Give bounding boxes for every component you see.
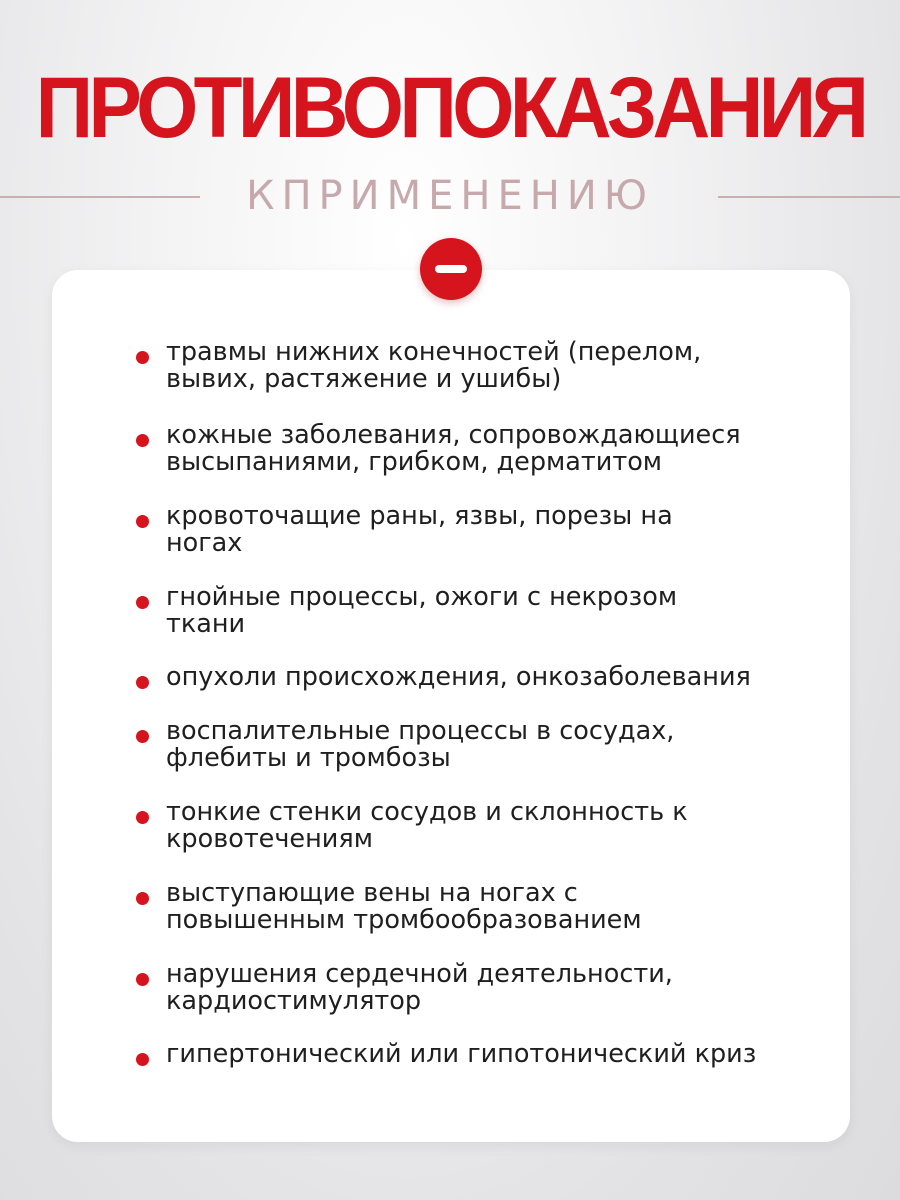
red-dot-icon bbox=[136, 892, 149, 905]
red-dot-icon bbox=[136, 676, 149, 689]
red-dot-icon bbox=[136, 973, 149, 986]
red-dot-icon bbox=[136, 596, 149, 609]
list-item-line: кровотечениям bbox=[166, 824, 373, 854]
list-item-line: выступающие вены на ногах с bbox=[166, 878, 578, 908]
red-dot-icon bbox=[136, 1053, 149, 1066]
list-item-line: кожные заболевания, сопровождающиеся bbox=[166, 420, 741, 450]
list-item-line: ткани bbox=[166, 609, 246, 639]
red-dot-icon bbox=[136, 434, 149, 447]
red-dot-icon bbox=[136, 730, 149, 743]
list-item-text bbox=[166, 718, 816, 772]
list-item-line: гипертонический или гипотонический криз bbox=[166, 1039, 757, 1069]
list-item-line: травмы нижних конечностей (перелом, bbox=[166, 337, 702, 367]
list-item-line: кровоточащие раны, язвы, порезы на bbox=[166, 501, 673, 531]
subtitle-divider-right bbox=[718, 196, 900, 198]
list-item-line: гнойные процессы, ожоги с некрозом bbox=[166, 582, 678, 612]
red-dot-icon bbox=[136, 811, 149, 824]
list-item-line: нарушения сердечной деятельности, bbox=[166, 959, 673, 989]
list-item-line: флебиты и тромбозы bbox=[166, 743, 451, 773]
list-item-line: воспалительные процессы в сосудах, bbox=[166, 716, 675, 746]
list-item-line: вывих, растяжение и ушибы) bbox=[166, 364, 562, 394]
subtitle-row bbox=[0, 168, 900, 224]
list-item-text bbox=[166, 422, 816, 476]
list-item-text bbox=[166, 880, 816, 934]
list-item-line: высыпаниями, грибком, дерматитом bbox=[166, 447, 663, 477]
list-item-line: повышенным тромбообразованием bbox=[166, 905, 642, 935]
list-item-line: кардиостимулятор bbox=[166, 986, 422, 1016]
minus-bar bbox=[435, 265, 467, 273]
list-item-text bbox=[166, 1041, 816, 1068]
page-subtitle: КПРИМЕНЕНИЮ bbox=[246, 173, 654, 219]
list-item-text bbox=[166, 584, 816, 638]
minus-circle-icon bbox=[420, 238, 482, 300]
page-title: ПРОТИВОПОКАЗАНИЯ bbox=[35, 60, 865, 156]
list-item-text bbox=[166, 799, 816, 853]
red-dot-icon bbox=[136, 515, 149, 528]
list-item-line: тонкие стенки сосудов и склонность к bbox=[166, 797, 688, 827]
list-item-line: опухоли происхождения, онкозаболевания bbox=[166, 662, 751, 692]
list-item-text bbox=[166, 339, 816, 393]
list-item-text bbox=[166, 503, 816, 557]
list-item-text bbox=[166, 664, 816, 691]
list-item-text bbox=[166, 961, 816, 1015]
list-item-line: ногах bbox=[166, 528, 243, 558]
red-dot-icon bbox=[136, 351, 149, 364]
